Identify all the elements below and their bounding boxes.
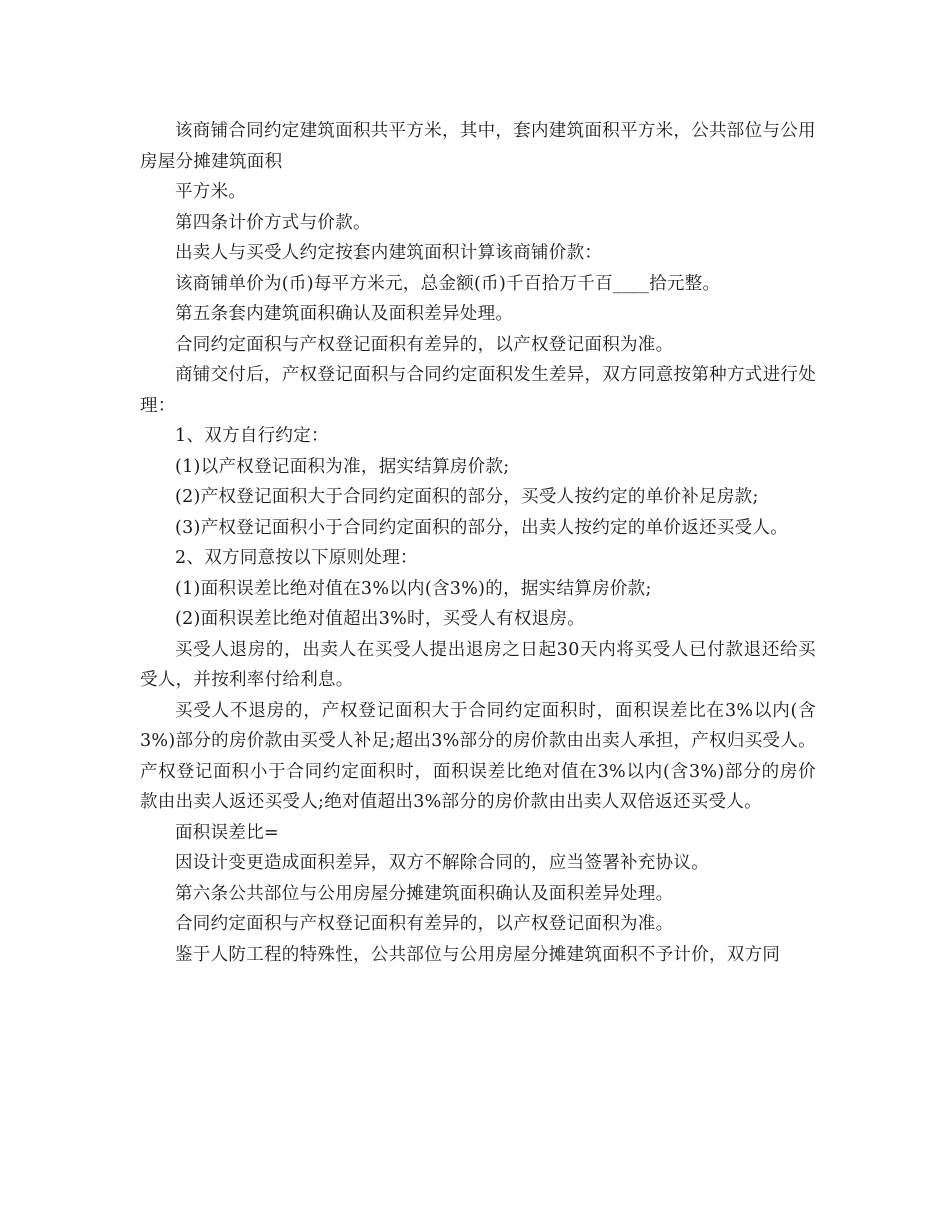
list-item-1-1: (1)以产权登记面积为准，据实结算房价款;	[175, 456, 510, 477]
paragraph-area-intro: 该商铺合同约定建筑面积共平方米，其中，套内建筑面积平方米，公共部位与公用房屋分摊建筑面积	[140, 121, 816, 172]
paragraph-area-unit: 平方米。	[175, 182, 247, 202]
document-body	[140, 116, 816, 970]
list-item-2-2: (2)面积误差比绝对值超出3%时，买受人有权退房。	[175, 609, 586, 629]
paragraph-civil-defense: 鉴于人防工程的特殊性，公共部位与公用房屋分摊建筑面积不予计价，双方同	[175, 944, 781, 965]
paragraph-after-delivery: 商铺交付后，产权登记面积与合同约定面积发生差异，双方同意按第种方式进行处理：	[140, 365, 816, 416]
list-item-option-1: 1、双方自行约定：	[175, 426, 329, 446]
paragraph-pricing-basis: 出卖人与买受人约定按套内建筑面积计算该商铺价款：	[175, 243, 603, 263]
list-item-option-2: 2、双方同意按以下原则处理：	[175, 548, 418, 568]
paragraph-design-change: 因设计变更造成面积差异，双方不解除合同的，应当签署补充协议。	[175, 853, 709, 873]
paragraph-unit-price: 该商铺单价为(币)每平方米元，总金额(币)千百拾万千百____拾元整。	[175, 273, 721, 294]
list-item-2-1: (1)面积误差比绝对值在3%以内(含3%)的，据实结算房价款;	[175, 578, 652, 599]
paragraph-no-refund: 买受人不退房的，产权登记面积大于合同约定面积时，面积误差比在3%以内(含3%)部分的房价款由买受人补足;超出3%部分的房价款由出卖人承担，产权归买受人。产权登记面积小于合同约定面积时，面积误差比绝对值在3%以内(含3%)部分的房价款由出卖人返还买受人;绝对值超出3%部分的房价款由出卖人双倍返还买受人。	[140, 700, 816, 812]
paragraph-error-ratio-formula: 面积误差比=	[175, 822, 279, 843]
list-item-1-2: (2)产权登记面积大于合同约定面积的部分，买受人按约定的单价补足房款;	[175, 487, 759, 507]
paragraph-area-difference-rule-2: 合同约定面积与产权登记面积有差异的，以产权登记面积为准。	[175, 914, 674, 934]
heading-article-4: 第四条计价方式与价款。	[175, 212, 371, 233]
list-item-1-3: (3)产权登记面积小于合同约定面积的部分，出卖人按约定的单价返还买受人。	[175, 517, 789, 538]
heading-article-6: 第六条公共部位与公用房屋分摊建筑面积确认及面积差异处理。	[175, 883, 674, 904]
paragraph-refund: 买受人退房的，出卖人在买受人提出退房之日起30天内将买受人已付款退还给买受人，并按利率付给利息。	[140, 639, 816, 690]
paragraph-area-difference-rule: 合同约定面积与产权登记面积有差异的，以产权登记面积为准。	[175, 334, 674, 355]
heading-article-5: 第五条套内建筑面积确认及面积差异处理。	[175, 304, 514, 324]
